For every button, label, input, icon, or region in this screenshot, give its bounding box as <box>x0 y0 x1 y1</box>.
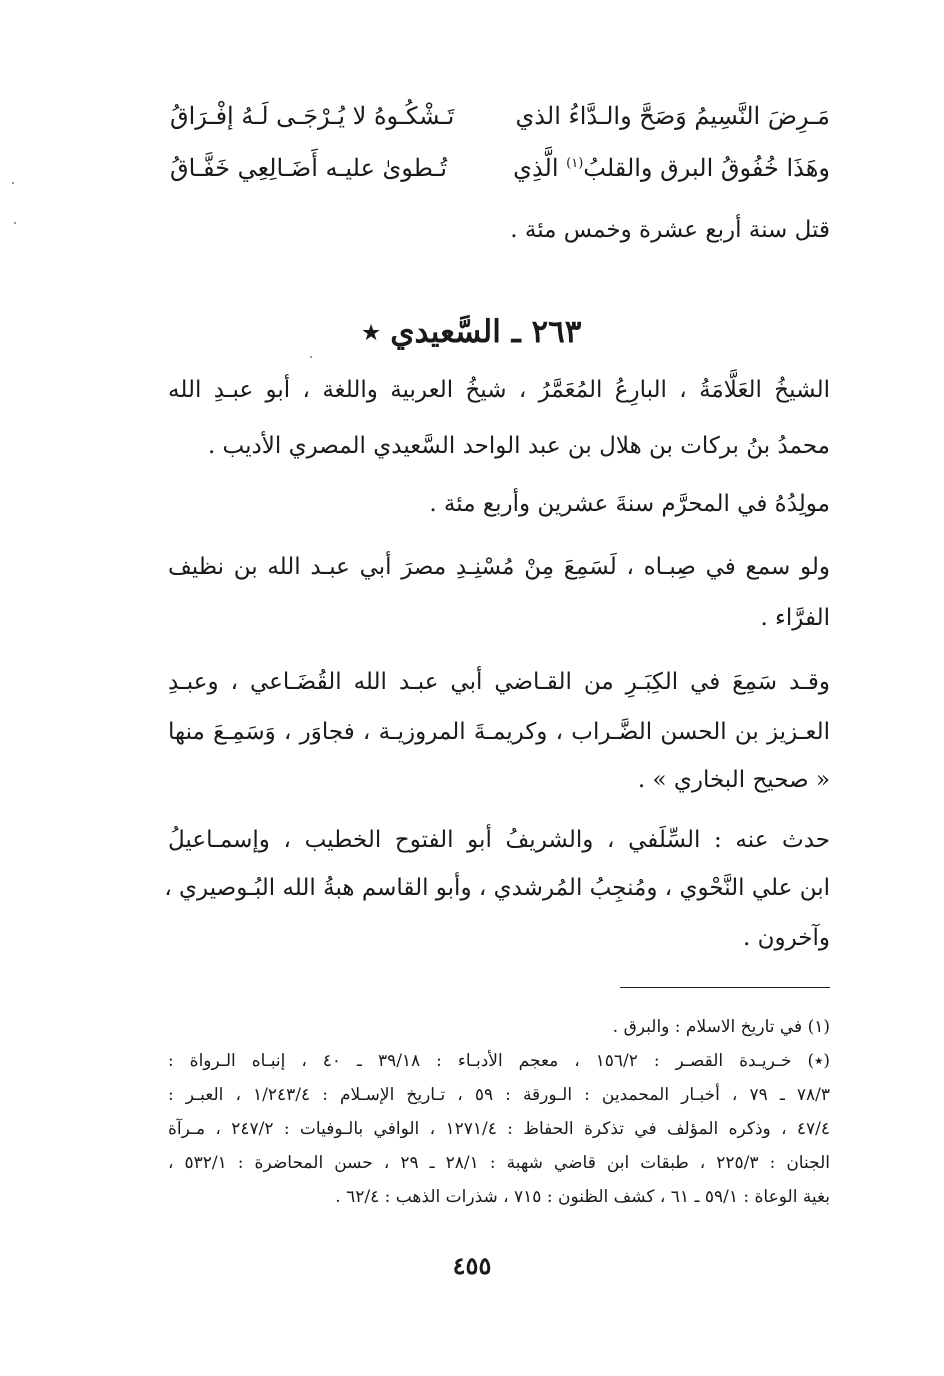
body-line: ابن علي النَّحْوي ، ومُنجِبُ المُرشدي ، وأبو القاسم هبةُ الله البُـوصيري ، <box>164 875 830 901</box>
scan-speck <box>12 182 14 184</box>
footnote-line: بغية الوعاة : ٥٩/١ ـ ٦١ ، كشف الظنون : ٧١٥ ، شذرات الذهب : ٦٢/٤ . <box>335 1187 830 1207</box>
footnote-line: الجنان : ٢٢٥/٣ ، طبقات ابن قاضي شهبة : ٢٨/١ ـ ٢٩ ، حسن المحاضرة : ٥٣٢/١ ، <box>168 1153 830 1173</box>
body-line: ولو سمع في صِبـاه ، لَسَمِعَ مِنْ مُسْنِـدِ مصرَ أبي عبـد الله بن نظيف <box>168 554 830 580</box>
scan-speck <box>310 356 312 358</box>
body-line: الفرَّاء . <box>760 605 830 631</box>
verse-2-first-text-b: الَّذِي <box>513 154 567 182</box>
footnote-line: (١) في تاريخ الاسلام : والبرق . <box>612 1017 830 1037</box>
scan-speck <box>14 222 16 224</box>
poem-verse-1 <box>170 96 830 136</box>
footnote-line: ٧٨/٣ ـ ٧٩ ، أخبـار المحمدين : الـورقة : ٥٩ ، تـاريخ الإسـلام : ١/٢٤٣/٤ ، العبـر : <box>168 1085 830 1105</box>
poem-verse-2 <box>170 148 830 188</box>
verse-2-second-hemistich: تُـطوىٰ عليـه أَضَـالِعِي خَفَّـاقُ <box>170 154 448 182</box>
verse-1-second-hemistich: تَـشْكُـوهُ لا يُـرْجَـى لَـهُ إفْـرَاقُ <box>170 102 455 130</box>
footnote-marker-1: (١) <box>566 156 584 171</box>
death-note: قتل سنة أربع عشرة وخمس مئة . <box>510 217 830 243</box>
body-line: محمدُ بنُ بركات بن هلال بن عبد الواحد السَّعيدي المصري الأديب . <box>207 433 830 459</box>
body-line: الشيخُ العَلَّامَةُ ، البارِعُ المُعَمَّرُ ، شيخُ العربية واللغة ، أبو عبـدِ الله <box>168 377 830 403</box>
footnote-line: ٤٧/٤ ، وذكره المؤلف في تذكرة الحفاظ : ١٢٧١/٤ ، الوافي بالـوفيات : ٢٤٧/٢ ، مـرآة <box>168 1119 831 1139</box>
body-line: « صحيح البخاري » . <box>637 767 830 793</box>
footnote-line: (٭) خـريـدة القصـر : ١٥٦/٢ ، معجم الأدبـاء : ٣٩/١٨ ـ ٤٠ ، إنبـاه الـرواة : <box>168 1051 831 1071</box>
body-line: وقـد سَمِعَ في الكِبَـرِ من القـاضي أبي عبـد الله القُضَـاعي ، وعبـدِ <box>168 669 830 695</box>
body-line: مولِدُهُ في المحرَّم سنةَ عشرين وأربع مئة . <box>429 491 830 517</box>
entry-title: ٢٦٣ ـ السَّعيدي ٭ <box>362 314 582 350</box>
body-line: العـزيز بن الحسن الضَّـراب ، وكريمـةَ المروزيـة ، فجاوَر ، وَسَمِـعَ منها <box>168 719 830 745</box>
body-line: حدث عنه : السِّلَفي ، والشريفُ أبو الفتوح الخطيب ، وإسمـاعيلُ <box>168 827 830 853</box>
verse-2-first-hemistich <box>513 148 830 188</box>
verse-2-first-text-a: وهَذَا خُفُوقُ البرق والقلبُ <box>583 154 830 182</box>
body-line: وآخرون . <box>742 925 830 951</box>
verse-1-first-hemistich: مَـرِضَ النَّسِيمُ وَصَحَّ والـدَّاءُ الذي <box>515 102 830 130</box>
page-number: ٤٥٥ <box>452 1251 492 1280</box>
footnote-separator <box>620 987 830 988</box>
